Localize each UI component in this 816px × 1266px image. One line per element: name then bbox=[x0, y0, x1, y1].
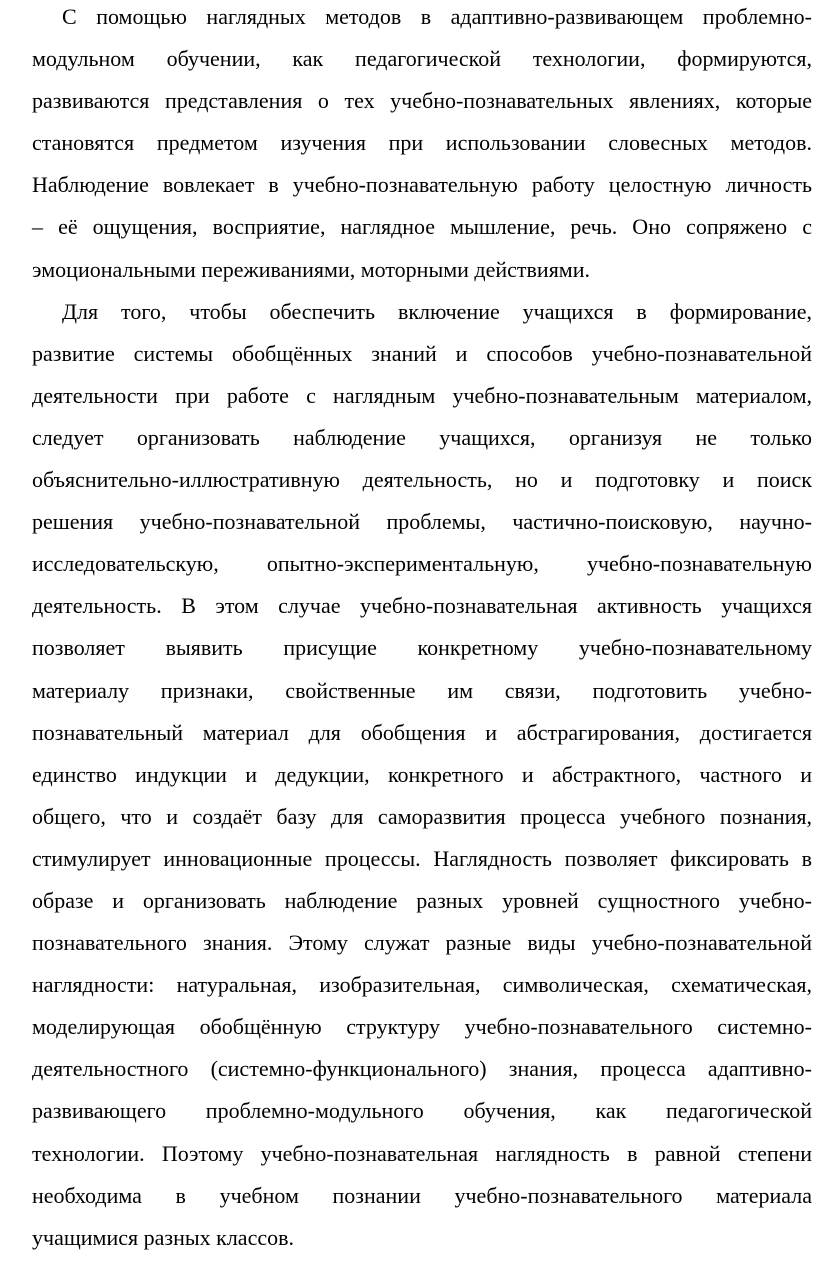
text-line: деятельность. В этом случае учебно-познавательная активность учащихся bbox=[32, 593, 812, 619]
text-line: С помощью наглядных методов в адаптивно-развивающем проблемно- bbox=[62, 4, 812, 29]
text-line: единство индукции и дедукции, конкретного и абстрактного, частного и bbox=[32, 761, 812, 787]
text-line: модульном обучении, как педагогической технологии, формируются, bbox=[32, 46, 812, 72]
text-line: деятельностного (системно-функционального) знания, процесса адаптивно- bbox=[32, 1056, 812, 1082]
paragraph-2 bbox=[2, 291, 812, 1259]
text-line: становятся предметом изучения при использовании словесных методов. bbox=[32, 130, 812, 156]
text-line: следует организовать наблюдение учащихся, организуя не только bbox=[32, 424, 812, 450]
text-line: объяснительно-иллюстративную деятельность, но и подготовку и поиск bbox=[32, 467, 812, 493]
paragraph-1 bbox=[2, 0, 812, 291]
text-line: эмоциональными переживаниями, моторными действиями. bbox=[32, 256, 591, 282]
text-line: общего, что и создаёт базу для саморазвития процесса учебного познания, bbox=[32, 803, 812, 829]
text-line: материалу признаки, свойственные им связи, подготовить учебно- bbox=[32, 677, 812, 703]
text-line: развиваются представления о тех учебно-познавательных явлениях, которые bbox=[32, 88, 812, 114]
text-line: Наблюдение вовлекает в учебно-познавательную работу целостную личность bbox=[32, 172, 812, 198]
text-line: решения учебно-познавательной проблемы, частично-поисковую, научно- bbox=[32, 509, 812, 535]
text-line: технологии. Поэтому учебно-познавательная наглядность в равной степени bbox=[32, 1140, 812, 1166]
text-line: необходима в учебном познании учебно-познавательного материала bbox=[32, 1182, 812, 1208]
text-line: Для того, чтобы обеспечить включение учащихся в формирование, bbox=[62, 298, 812, 324]
text-line: деятельности при работе с наглядным учебно-познавательным материалом, bbox=[32, 382, 812, 408]
text-line: моделирующая обобщённую структуру учебно-познавательного системно- bbox=[32, 1014, 812, 1040]
text-line: образе и организовать наблюдение разных уровней сущностного учебно- bbox=[32, 887, 812, 913]
text-line: развивающего проблемно-модульного обучения, как педагогической bbox=[32, 1098, 812, 1124]
text-line: учащимися разных классов. bbox=[32, 1224, 294, 1250]
text-line: позволяет выявить присущие конкретному учебно-познавательному bbox=[32, 635, 812, 661]
text-line: наглядности: натуральная, изобразительная, символическая, схематическая, bbox=[32, 972, 812, 998]
text-line: развитие системы обобщённых знаний и способов учебно-познавательной bbox=[32, 340, 812, 366]
text-line: познавательный материал для обобщения и абстрагирования, достигается bbox=[32, 719, 812, 745]
text-line: познавательного знания. Этому служат разные виды учебно-познавательной bbox=[32, 930, 812, 956]
text-line: стимулирует инновационные процессы. Наглядность позволяет фиксировать в bbox=[32, 845, 812, 871]
text-line: исследовательскую, опытно-экспериментальную, учебно-познавательную bbox=[32, 551, 812, 577]
text-line: – её ощущения, восприятие, наглядное мышление, речь. Оно сопряжено с bbox=[32, 214, 812, 240]
